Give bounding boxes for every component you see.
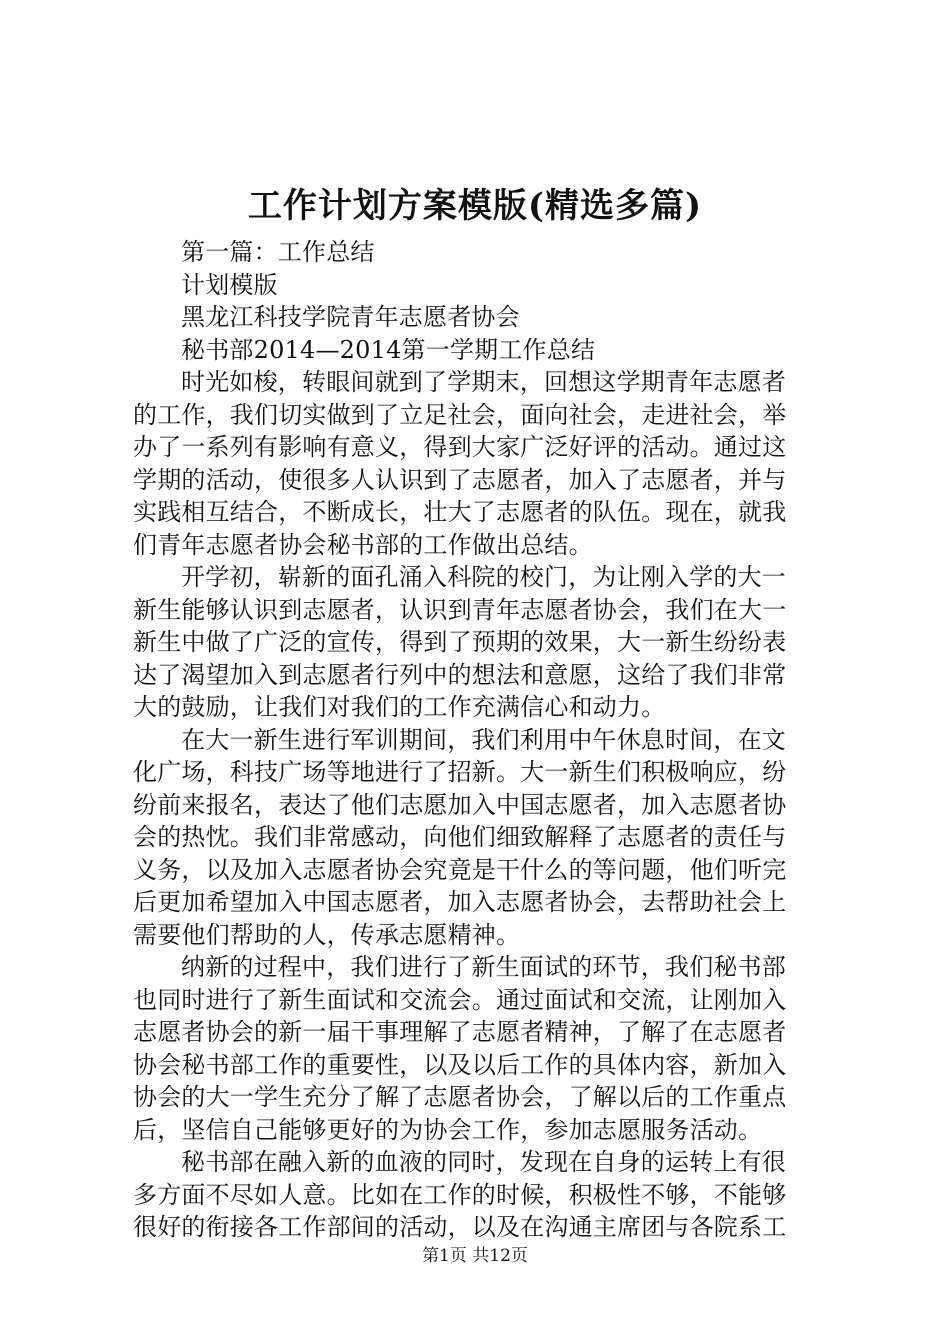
paragraph-line: 后，坚信自己能够更好的为协会工作，参加志愿服务活动。 — [133, 1115, 763, 1144]
paragraph-line: 多方面不尽如人意。比如在工作的时候，积极性不够，不能够 — [133, 1180, 787, 1209]
paragraph-line: 时光如梭，转眼间就到了学期末，回想这学期青年志愿者 — [181, 368, 786, 396]
paragraph-line: 新生中做了广泛的宣传，得到了预期的效果，大一新生纷纷表 — [133, 628, 787, 656]
paragraph-line: 需要他们帮助的人，传承志愿精神。 — [133, 920, 521, 949]
page-footer: 第1页 共12页 — [422, 1246, 528, 1266]
paragraph-line: 的工作，我们切实做到了立足社会，面向社会，走进社会，举 — [133, 400, 787, 429]
paragraph-line: 志愿者协会的新一届干事理解了志愿者精神，了解了在志愿者 — [133, 1018, 787, 1046]
paragraph-line: 协会的大一学生充分了解了志愿者协会，了解以后的工作重点 — [133, 1083, 787, 1111]
paragraph-line: 秘书部在融入新的血液的同时，发现在自身的运转上有很 — [181, 1148, 786, 1176]
paragraph-line: 义务，以及加入志愿者协会究竟是干什么的等问题，他们听完 — [133, 855, 787, 884]
paragraph-line: 纳新的过程中，我们进行了新生面试的环节，我们秘书部 — [181, 953, 786, 981]
document-body — [133, 236, 833, 1244]
paragraph-line: 很好的衔接各工作部间的活动，以及在沟通主席团与各院系工 — [133, 1213, 787, 1241]
paragraph-line: 达了渴望加入到志愿者行列中的想法和意愿，这给了我们非常 — [133, 660, 787, 689]
paragraph-line: 化广场，科技广场等地进行了招新。大一新生们积极响应，纷 — [133, 758, 787, 786]
paragraph-line: 纷前来报名，表达了他们志愿加入中国志愿者，加入志愿者协 — [133, 790, 787, 819]
paragraph-line: 也同时进行了新生面试和交流会。通过面试和交流，让刚加入 — [133, 985, 787, 1014]
paragraph-line: 在大一新生进行军训期间，我们利用中午休息时间，在文 — [181, 725, 786, 754]
paragraph-line: 协会秘书部工作的重要性，以及以后工作的具体内容，新加入 — [133, 1050, 787, 1079]
paragraph-line: 后更加希望加入中国志愿者，加入志愿者协会，去帮助社会上 — [133, 888, 787, 916]
paragraph-line: 们青年志愿者协会秘书部的工作做出总结。 — [133, 530, 593, 559]
paragraph-line: 实践相互结合，不断成长，壮大了志愿者的队伍。现在，就我 — [133, 498, 787, 526]
paragraph-line: 新生能够认识到志愿者，认识到青年志愿者协会，我们在大一 — [133, 595, 787, 624]
paragraph-line: 大的鼓励，让我们对我们的工作充满信心和动力。 — [133, 693, 666, 721]
heading-line: 秘书部2014—2014第一学期工作总结 — [181, 335, 596, 364]
heading-line: 黑龙江科技学院青年志愿者协会 — [181, 303, 520, 331]
document-title: 工作计划方案模版(精选多篇) — [247, 186, 703, 226]
paragraph-line: 办了一系列有影响有意义，得到大家广泛好评的活动。通过这 — [133, 433, 787, 461]
paragraph-line: 开学初，崭新的面孔涌入科院的校门，为让刚入学的大一 — [181, 563, 786, 591]
heading-line: 计划模版 — [181, 270, 278, 299]
paragraph-line: 学期的活动，使很多人认识到了志愿者，加入了志愿者，并与 — [133, 465, 787, 494]
paragraph-line: 会的热忱。我们非常感动，向他们细致解释了志愿者的责任与 — [133, 823, 787, 851]
heading-line: 第一篇：工作总结 — [181, 238, 375, 266]
